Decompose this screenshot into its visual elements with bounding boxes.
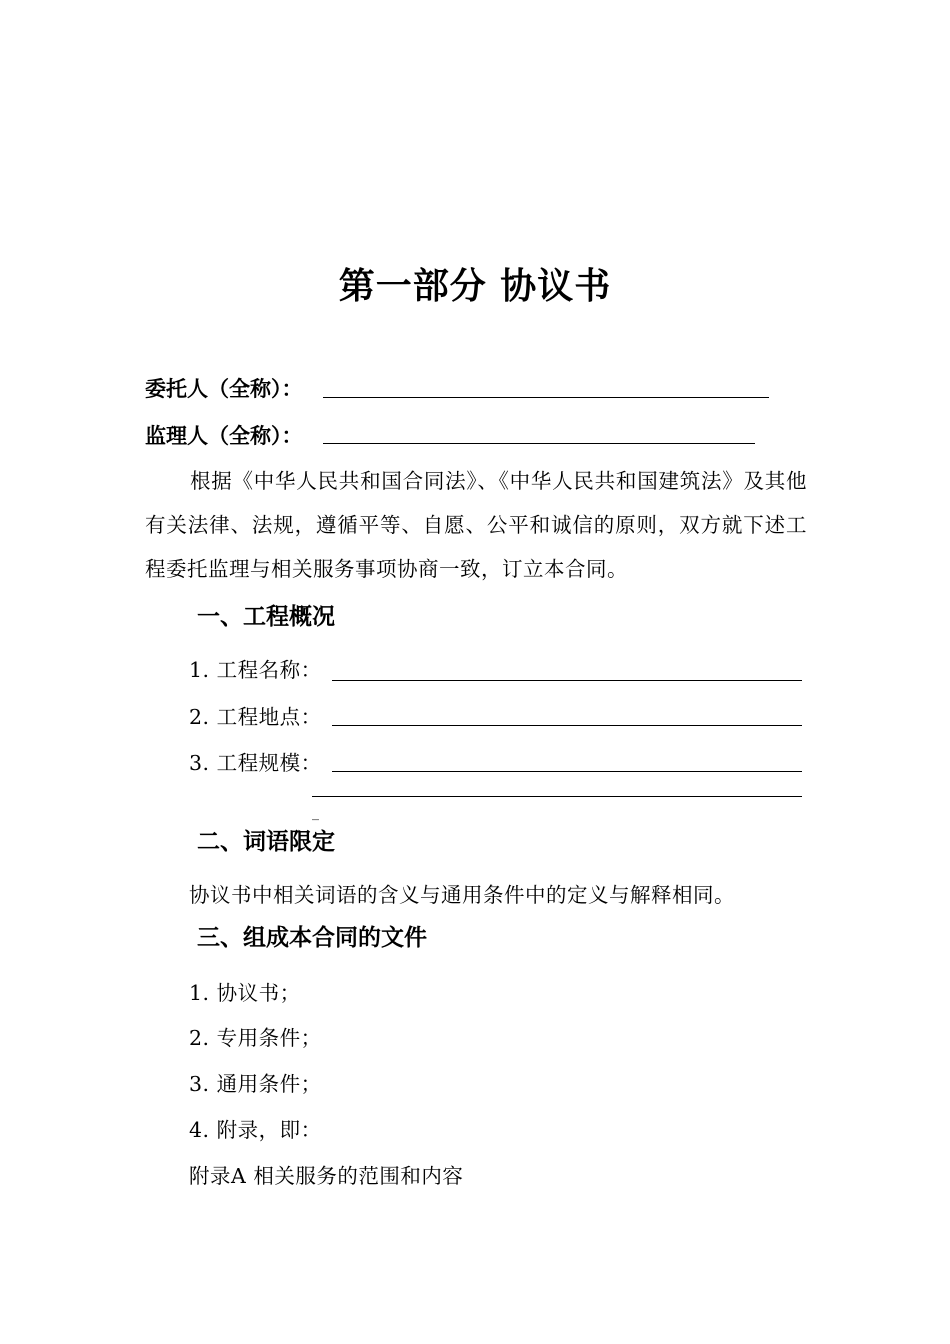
- project-name-blank[interactable]: [332, 680, 802, 681]
- terms-definition-text: 协议书中相关词语的含义与通用条件中的定义与解释相同。: [189, 883, 735, 907]
- project-location-blank[interactable]: [332, 725, 802, 726]
- intro-paragraph: 根据《中华人民共和国合同法》、《中华人民共和国建筑法》及其他有关法律、法规，遵循平等、自愿、公平和诚信的原则，双方就下述工程委托监理与相关服务事项协商一致，订立本合同。: [145, 469, 807, 581]
- section2-heading: 二、词语限定: [197, 829, 335, 855]
- document-item: 2. 专用条件；: [189, 1026, 322, 1050]
- project-location-label: 2. 工程地点：: [189, 705, 322, 729]
- trailing-underscore: _: [312, 805, 319, 821]
- project-scale-label: 3. 工程规模：: [189, 751, 322, 775]
- document-item: 4. 附录，即：: [189, 1118, 322, 1142]
- client-label: 委托人（全称）：: [145, 377, 303, 401]
- client-name-blank[interactable]: [323, 397, 769, 398]
- supervisor-name-blank[interactable]: [323, 443, 755, 444]
- document-item: 3. 通用条件；: [189, 1072, 322, 1096]
- appendix-a-line: 附录A 相关服务的范围和内容: [189, 1164, 464, 1188]
- document-item: 1. 协议书；: [189, 981, 301, 1005]
- project-name-label: 1. 工程名称：: [189, 658, 322, 682]
- page-title: 第一部分 协议书: [338, 266, 612, 307]
- project-scale-blank[interactable]: [332, 771, 802, 772]
- project-scale-blank-continued[interactable]: [312, 796, 802, 797]
- supervisor-label: 监理人（全称）：: [145, 424, 303, 448]
- section1-heading: 一、工程概况: [197, 604, 335, 630]
- section3-heading: 三、组成本合同的文件: [197, 925, 427, 951]
